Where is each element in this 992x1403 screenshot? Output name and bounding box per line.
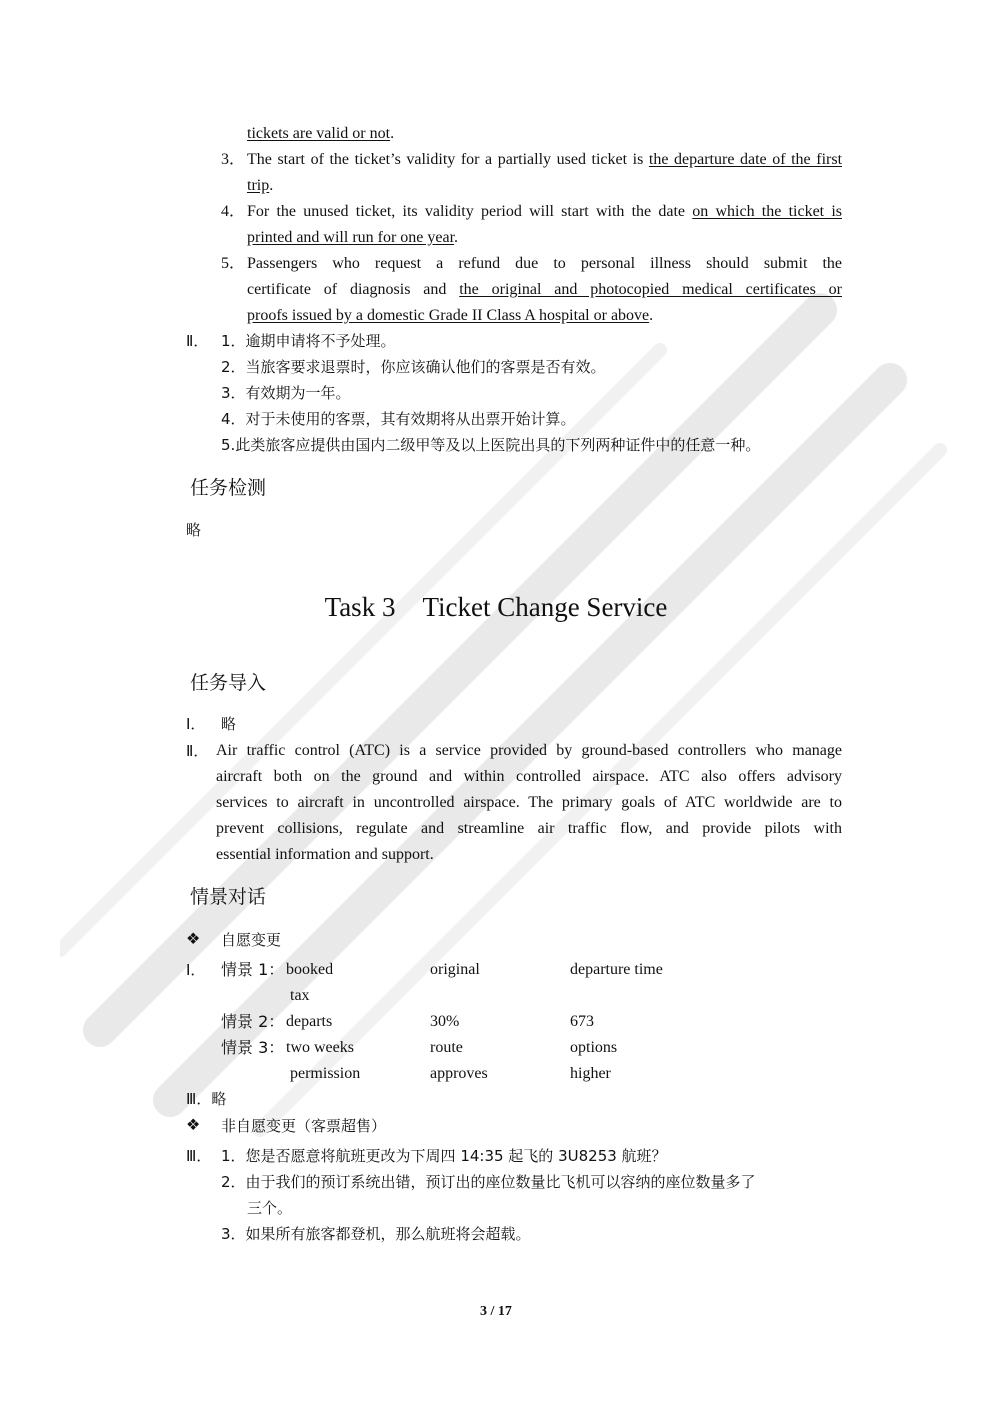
scene-label: 情景 3：: [221, 1038, 285, 1057]
answer-cell: departure time: [570, 961, 663, 978]
iii-item-2: 2．由于我们的预订系统出错，预订出的座位数量比飞机可以容纳的座位数量多了: [221, 1173, 756, 1191]
item-3-line2: trip.: [247, 177, 274, 194]
item-5-line1: Passengers who request a refund due to personal illness should submit the: [247, 255, 842, 272]
intro-ii-line2: aircraft both on the ground and within controlled airspace. ATC also offers advisory: [216, 768, 842, 785]
iii-item-1: 1．您是否愿意将航班更改为下周四 14:35 起飞的 3U8253 航班？: [221, 1147, 667, 1165]
answer-cell: 30%: [430, 1013, 460, 1030]
intro-ii-line3: services to aircraft in uncontrolled airspace. The primary goals of ATC worldwide are to: [216, 794, 842, 811]
ii-item-2: 2．当旅客要求退票时，你应该确认他们的客票是否有效。: [221, 358, 606, 376]
voluntary-change-label: 自愿变更: [221, 931, 282, 949]
answer-cell: permission: [290, 1065, 361, 1082]
ii-item-1: 1．逾期申请将不予处理。: [221, 332, 396, 350]
involuntary-change-label: 非自愿变更（客票超售）: [221, 1117, 387, 1135]
iii-item-3: 3．如果所有旅客都登机，那么航班将会超载。: [221, 1225, 531, 1243]
answer-cell: tax: [290, 987, 310, 1004]
item-3-line1: The start of the ticket’s validity for a partially used ticket is the departure date of the first: [247, 151, 843, 168]
item-4-number: 4．: [221, 203, 246, 220]
scene-label: 情景 1：: [221, 960, 285, 979]
ii-item-4: 4．对于未使用的客票，其有效期将从出票开始计算。: [221, 410, 576, 428]
section-ii-roman: Ⅱ．: [186, 332, 209, 350]
iii-item-2-cont: 三个。: [247, 1199, 293, 1217]
answer-cell: approves: [430, 1065, 488, 1082]
intro-ii-roman: Ⅱ．: [186, 742, 209, 760]
scene-label: 情景 2：: [221, 1012, 285, 1031]
answer-cell: higher: [570, 1065, 611, 1082]
intro-i-text: 略: [221, 715, 237, 733]
ii-item-5: 5.此类旅客应提供由国内二级甲等及以上医院出具的下列两种证件中的任意一种。: [221, 436, 761, 454]
intro-i-roman: Ⅰ．: [186, 715, 206, 733]
item-2-continuation: tickets are valid or not.: [247, 125, 395, 142]
task-intro-heading: 任务导入: [190, 672, 267, 694]
answer-cell: original: [430, 961, 480, 978]
dialogue-roman-iii: Ⅲ．略: [186, 1090, 227, 1108]
bullet-icon: ❖: [186, 1117, 201, 1134]
task-check-heading: 任务检测: [190, 477, 267, 499]
answer-cell: 673: [570, 1013, 594, 1030]
intro-ii-line4: prevent collisions, regulate and streamline air traffic flow, and provide pilots with: [216, 820, 842, 837]
item-4-line2: printed and will run for one year.: [247, 229, 459, 246]
intro-ii-line5: essential information and support.: [216, 846, 434, 863]
item-5-number: 5．: [221, 255, 246, 272]
item-3-number: 3．: [221, 151, 246, 168]
page-number: 3 / 17: [480, 1304, 512, 1319]
answer-cell: departs: [286, 1013, 333, 1030]
item-5-line2: certificate of diagnosis and the original and photocopied medical certificates or: [247, 281, 842, 298]
item-4-line1: For the unused ticket, its validity period will start with the date on which the ticket is: [247, 203, 843, 220]
watermark: [60, 250, 960, 1150]
answer-cell: two weeks: [286, 1039, 354, 1056]
dialogue-roman-i: Ⅰ．: [186, 961, 206, 979]
bullet-icon: ❖: [186, 931, 201, 948]
task3-title: Task 3 Ticket Change Service: [324, 592, 668, 622]
answer-cell: route: [430, 1039, 463, 1056]
answer-cell: booked: [286, 961, 334, 978]
ii-item-3: 3．有效期为一年。: [221, 384, 351, 402]
intro-ii-line1: Air traffic control (ATC) is a service provided by ground-based controllers who manage: [216, 742, 842, 759]
dialogue-roman-iii-b: Ⅲ．: [186, 1147, 212, 1165]
item-5-line3: proofs issued by a domestic Grade II Class A hospital or above.: [247, 307, 654, 324]
dialogue-heading: 情景对话: [190, 886, 267, 908]
answer-cell: options: [570, 1039, 618, 1056]
task-check-body: 略: [186, 521, 202, 539]
